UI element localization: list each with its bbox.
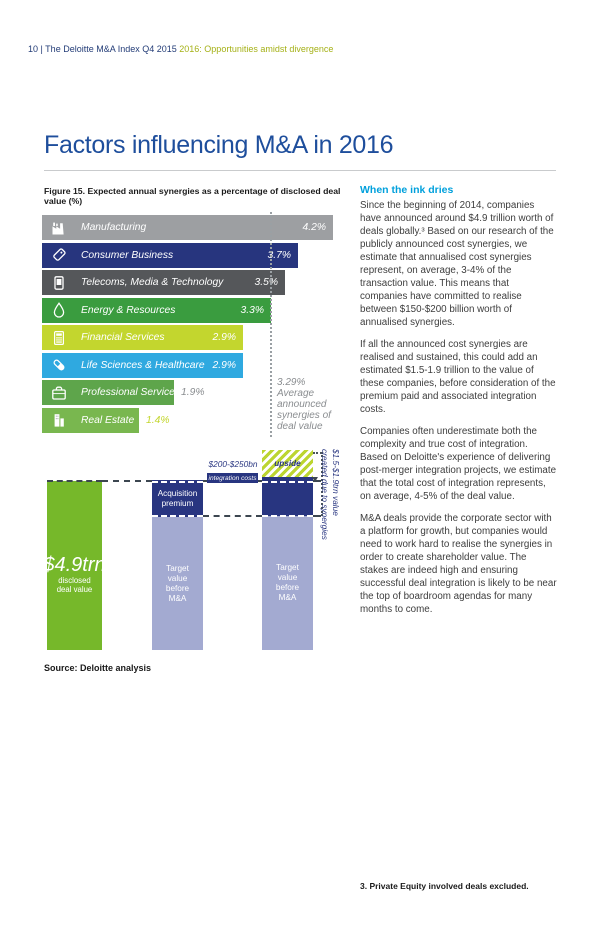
building-icon: [50, 411, 68, 429]
bar-manufacturing: [42, 215, 333, 240]
bar-value: 1.4%: [146, 414, 170, 426]
article-paragraph: Companies often underestimate both the complexity and true cost of integration. Based on Deloitte's experience of delivering post-merger integration projects, we estimate that the total cost of integration represents, on average, 4-5% of the deal value.: [360, 426, 557, 502]
bar-energy-resources: [42, 298, 271, 323]
tag-icon: [50, 246, 68, 264]
mobile-icon: [50, 274, 68, 292]
droplet-icon: [50, 301, 68, 319]
briefcase-icon: [50, 384, 68, 402]
bar-label: Manufacturing: [81, 222, 147, 233]
bar-professional-services: [42, 380, 205, 405]
acquisition-premium-segment: Acquisition premium: [152, 480, 203, 517]
bar-label: Financial Services: [81, 332, 165, 343]
bar-value: 3.7%: [267, 249, 291, 261]
bar-label: Telecoms, Media & Technology: [81, 277, 224, 288]
running-head: [28, 44, 333, 54]
average-line: [270, 212, 272, 437]
bar-label: Professional Services: [81, 387, 181, 398]
bar-value: 1.9%: [181, 387, 205, 398]
report-subtitle: 2016: Opportunities amidst divergence: [179, 44, 334, 54]
dashed-guide: [203, 515, 262, 517]
bar-real-estate: [42, 408, 170, 433]
target-value-segment: Target value before M&A: [152, 517, 203, 650]
dashed-guide: [102, 480, 152, 482]
target-value-segment: Target value before M&A: [262, 516, 313, 650]
integration-cost-range: $200-$250bn: [208, 459, 258, 469]
dashed-guide: [152, 515, 203, 517]
bar-value: 2.9%: [212, 359, 236, 371]
page-title: Factors influencing M&A in 2016: [44, 131, 394, 159]
disclosed-deal-value-bar: $4.9trn disclosed deal value: [47, 481, 102, 650]
bar-value: 3.3%: [240, 304, 264, 316]
target-plus-synergies-bar: [262, 450, 313, 650]
title-divider: [44, 170, 556, 171]
bar-consumer-business: [42, 243, 298, 268]
bar-label: Energy & Resources: [81, 304, 176, 316]
bar-label: Real Estate: [81, 414, 135, 426]
dashed-guide: [152, 481, 203, 483]
article-paragraph: M&A deals provide the corporate sector with a platform for growth, but companies would need to work hard to realise the synergies in order to create shareholder value. The stakes are indeed high and ensuring successful deal integration is likely to be near the top of boardroom agendas for many months to come.: [360, 513, 557, 615]
page-number-and-report-name: 10 | The Deloitte M&A Index Q4 2015: [28, 44, 177, 54]
calculator-icon: [50, 329, 68, 347]
bar-label: Consumer Business: [81, 249, 174, 261]
integration-costs-strip: integration costs: [208, 474, 257, 482]
dashed-guide: [47, 480, 102, 482]
deal-value: $4.9trn: [43, 553, 106, 576]
bar-value: 3.5%: [254, 277, 278, 288]
figure-caption: Figure 15. Expected annual synergies as a percentage of disclosed deal value (%): [44, 186, 341, 206]
bar-label: Life Sciences & Healthcare: [81, 359, 205, 371]
article-column: [360, 184, 557, 625]
article-heading: When the ink dries: [360, 184, 454, 196]
bar-value: 4.2%: [302, 222, 326, 233]
footnote: 3. Private Equity involved deals excluded.: [360, 881, 529, 891]
dashed-guide: [262, 481, 313, 483]
upside-segment: upside: [262, 450, 313, 477]
dashed-guide: [262, 515, 313, 517]
article-paragraph: If all the announced cost synergies are realised and sustained, this could add an estimated $1.5-1.9 trillion to the value of these companies, before consideration of the premium paid and associated integration costs.: [360, 339, 556, 415]
bar-life-sciences-healthcare: [42, 353, 243, 378]
synergy-value-label: $1.5-$1.9trn value created due to synergies: [320, 449, 341, 540]
article-paragraph: Since the beginning of 2014, companies have announced around $4.9 trillion worth of deals globally.³ Based on our research of the publicly announced cost synergies, we estimate that annualised cost synergies represent, on average, 3-4% of the transaction value. This means that companies have committed to realise between $150-$200 billion worth of annualised synergies.: [360, 200, 554, 328]
pill-icon: [50, 356, 68, 374]
average-label: 3.29% Average announced synergies of deal value: [277, 377, 331, 432]
bar-telecoms-media-technology: [42, 270, 285, 295]
target-plus-premium-bar: [152, 480, 203, 650]
bar-financial-services: [42, 325, 243, 350]
arrow-down-icon: [312, 477, 318, 482]
factory-icon: [50, 219, 68, 237]
source-note: Source: Deloitte analysis: [44, 663, 152, 673]
bar-value: 2.9%: [212, 332, 236, 343]
